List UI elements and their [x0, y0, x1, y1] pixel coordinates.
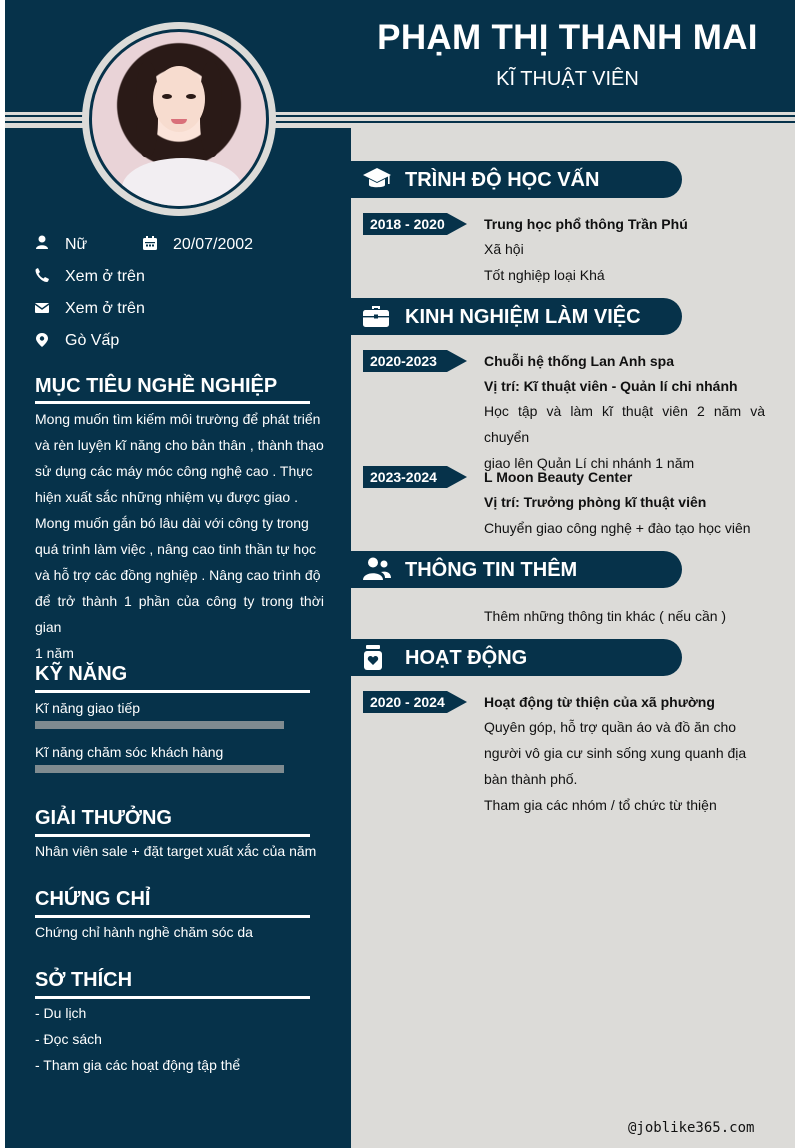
activity-description: Quyên góp, hỗ trợ quần áo và đồ ăn cho người vô gia cư sinh sống xung quanh địa bàn thành phố. [484, 719, 747, 787]
education-period: 2018 - 2020 [370, 216, 445, 232]
mail-icon [35, 301, 49, 315]
address-value: Gò Vấp [65, 332, 120, 349]
phone-value: Xem ở trên [65, 268, 145, 285]
skill-name: Kĩ năng chăm sóc khách hàng [35, 744, 224, 760]
hobbies-underline [35, 996, 310, 999]
job-position: Vị trí: Kĩ thuật viên - Quản lí chi nhánh [484, 378, 738, 394]
objective-heading: MỤC TIÊU NGHỀ NGHIỆP [35, 375, 278, 397]
hobbies-heading: SỞ THÍCH [35, 969, 133, 991]
job-company: L Moon Beauty Center [484, 469, 633, 485]
hobby-item: - Đọc sách [35, 1031, 102, 1047]
watermark: @joblike365.com [628, 1120, 755, 1136]
skill-bar [35, 765, 284, 773]
birthdate-value: 20/07/2002 [173, 236, 254, 253]
education-result: Tốt nghiệp loại Khá [484, 267, 605, 283]
skill-bar [35, 721, 284, 729]
job-period: 2023-2024 [370, 469, 437, 485]
objective-underline [35, 401, 310, 404]
activities-heading: HOẠT ĐỘNG [405, 647, 528, 669]
jar-heart-icon [363, 645, 383, 671]
job-period: 2020-2023 [370, 353, 437, 369]
skills-heading: KỸ NĂNG [35, 663, 128, 685]
activity-name: Hoạt động từ thiện của xã phường [484, 694, 715, 710]
experience-heading: KINH NGHIỆM LÀM VIỆC [405, 306, 641, 328]
certificates-heading: CHỨNG CHỈ [35, 888, 151, 910]
extra-info-text: Thêm những thông tin khác ( nếu cần ) [484, 608, 727, 624]
resume-page [5, 0, 795, 1148]
activity-extra: Tham gia các nhóm / tổ chức từ thiện [484, 797, 717, 813]
education-heading: TRÌNH ĐỘ HỌC VẤN [405, 169, 600, 191]
job-description: Chuyển giao công nghệ + đào tạo học viên [484, 520, 751, 536]
candidate-name: PHẠM THỊ THANH MAI [377, 18, 758, 57]
graduation-cap-icon [363, 167, 391, 191]
extra-info-heading: THÔNG TIN THÊM [405, 559, 578, 581]
avatar-eye [162, 94, 172, 99]
candidate-role: KĨ THUẬT VIÊN [496, 68, 639, 90]
avatar-eye [186, 94, 196, 99]
location-icon [35, 333, 49, 347]
user-icon [35, 235, 49, 249]
skill-name: Kĩ năng giao tiếp [35, 700, 141, 716]
calendar-icon [143, 236, 157, 250]
skills-underline [35, 690, 310, 693]
avatar-shirt [122, 158, 242, 209]
certificates-text: Chứng chỉ hành nghề chăm sóc da [35, 924, 253, 940]
avatar [89, 29, 269, 209]
awards-heading: GIẢI THƯỞNG [35, 807, 172, 829]
awards-underline [35, 834, 310, 837]
users-icon [363, 557, 391, 581]
hobby-item: - Du lịch [35, 1005, 87, 1021]
job-company: Chuỗi hệ thống Lan Anh spa [484, 353, 675, 369]
education-major: Xã hội [484, 241, 524, 257]
awards-text: Nhân viên sale + đặt target xuất xắc của năm [35, 843, 317, 859]
objective-text: Mong muốn tìm kiếm môi trường để phát triển và rèn luyện kĩ năng cho bản thân , thành thạo sử dụng các máy móc công nghệ cao . Thực hiện xuất sắc những nhiệm vụ được giao . Mong muốn gắn bó lâu dài với công ty trong quá trình làm việc , nâng cao tinh thần tự học và hỗ trợ các đồng nghiệp . Nâng cao trình độ để trở thành 1 phần của công ty trong thời gian 1 năm [35, 411, 324, 661]
avatar-mouth [171, 119, 187, 124]
hobby-item: - Tham gia các hoạt động tập thể [35, 1057, 241, 1073]
email-value: Xem ở trên [65, 300, 145, 317]
phone-icon [35, 268, 49, 282]
education-school: Trung học phổ thông Trần Phú [484, 216, 688, 232]
gender-value: Nữ [65, 236, 88, 253]
briefcase-icon [363, 304, 389, 328]
activity-period: 2020 - 2024 [370, 694, 445, 710]
job-description: Học tập và làm kĩ thuật viên 2 năm và chuyển giao lên Quản Lí chi nhánh 1 năm [484, 403, 765, 471]
certificates-underline [35, 915, 310, 918]
job-position: Vị trí: Trưởng phòng kĩ thuật viên [484, 494, 707, 510]
